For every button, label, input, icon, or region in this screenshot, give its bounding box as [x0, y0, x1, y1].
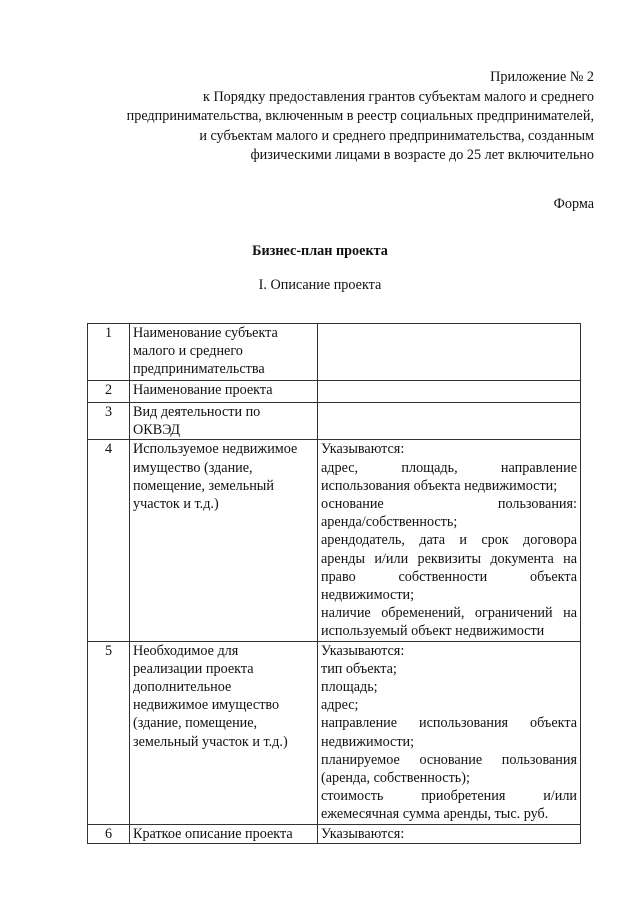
row-name-cell — [130, 324, 318, 381]
table-row — [88, 324, 581, 381]
row-name-line: недвижимое имущество — [133, 697, 280, 714]
table-row — [88, 824, 581, 843]
row-value-line: ежемесячная сумма аренды, тыс. руб. — [321, 806, 549, 823]
row-number: 5 — [88, 641, 130, 824]
appendix-line: Приложение № 2 — [490, 69, 594, 85]
table-body — [88, 324, 581, 844]
row-value-cell — [318, 381, 581, 403]
row-value-line: (аренда, собственность); — [321, 770, 470, 787]
row-value-line: недвижимости; — [321, 733, 415, 750]
appendix-line: и субъектам малого и среднего предпринимательства, созданным — [199, 127, 594, 144]
row-name-line: предпринимательства — [133, 361, 265, 378]
row-name-line: малого и среднего — [133, 343, 243, 360]
row-value-line: аренды и/или реквизиты документа на — [321, 550, 577, 567]
project-description-table — [87, 323, 581, 844]
form-label: Форма — [553, 196, 594, 212]
row-value-line: используемый объект недвижимости — [321, 623, 545, 640]
row-name-line: Используемое недвижимое — [133, 441, 298, 458]
row-name-cell — [130, 641, 318, 824]
row-value-cell — [318, 824, 581, 843]
row-name-line: земельный участок и т.д.) — [133, 733, 288, 750]
row-name-line: ОКВЭД — [133, 422, 181, 439]
row-value-cell — [318, 440, 581, 641]
row-value-line: стоимость приобретения и/или — [321, 788, 577, 805]
section-title: I. Описание проекта — [258, 277, 382, 293]
row-value-line: Указываются: — [321, 441, 405, 458]
appendix-header — [54, 68, 594, 166]
table-row — [88, 403, 581, 440]
row-value-line: площадь; — [321, 679, 378, 696]
row-value-line: основание пользования: — [321, 496, 577, 513]
row-value-cell — [318, 324, 581, 381]
row-name-line: имущество (здание, — [133, 459, 253, 476]
appendix-line: предпринимательства, включенным в реестр социальных предпринимателей, — [126, 108, 594, 124]
row-value-line: арендодатель, дата и срок договора — [321, 532, 577, 549]
row-number: 2 — [88, 381, 130, 403]
row-value-line: планируемое основание пользования — [321, 751, 577, 768]
row-value-line: наличие обременений, ограничений на — [321, 605, 577, 622]
row-number: 4 — [88, 440, 130, 641]
row-name-cell — [130, 403, 318, 440]
row-value-cell — [318, 403, 581, 440]
row-name-line: Наименование проекта — [133, 382, 273, 398]
row-value-cell — [318, 641, 581, 824]
row-value-line: право собственности объекта — [321, 568, 577, 585]
row-number: 3 — [88, 403, 130, 440]
row-value-line: недвижимости; — [321, 587, 415, 604]
row-value-line: адрес, площадь, направление — [321, 459, 577, 476]
row-value-line: аренда/собственность; — [321, 514, 458, 531]
document-title: Бизнес-план проекта — [252, 243, 388, 259]
row-name-cell — [130, 381, 318, 403]
row-value-line: направление использования объекта — [321, 715, 577, 732]
table-row — [88, 381, 581, 403]
appendix-line: физическими лицами в возрасте до 25 лет включительно — [250, 147, 594, 163]
appendix-line: к Порядку предоставления грантов субъектам малого и среднего — [203, 88, 594, 105]
row-value-line: адрес; — [321, 697, 359, 714]
row-name-line: Вид деятельности по — [133, 404, 261, 420]
row-value-line: Указываются: — [321, 642, 405, 659]
row-name-line: Краткое описание проекта — [133, 825, 293, 842]
row-name-line: дополнительное — [133, 679, 232, 696]
row-number: 6 — [88, 824, 130, 843]
table-row — [88, 440, 581, 641]
row-value-line: использования объекта недвижимости; — [321, 477, 558, 494]
row-name-line: помещение, земельный — [133, 477, 274, 494]
row-number: 1 — [88, 324, 130, 381]
row-name-line: Необходимое для — [133, 642, 239, 659]
table-row — [88, 641, 581, 824]
row-name-line: реализации проекта — [133, 660, 254, 677]
row-name-cell — [130, 440, 318, 641]
row-name-line: участок и т.д.) — [133, 496, 219, 513]
row-name-line: (здание, помещение, — [133, 715, 258, 732]
row-name-cell — [130, 824, 318, 843]
row-name-line: Наименование субъекта — [133, 325, 278, 341]
row-value-line: тип объекта; — [321, 660, 397, 677]
row-value-line: Указываются: — [321, 825, 405, 842]
